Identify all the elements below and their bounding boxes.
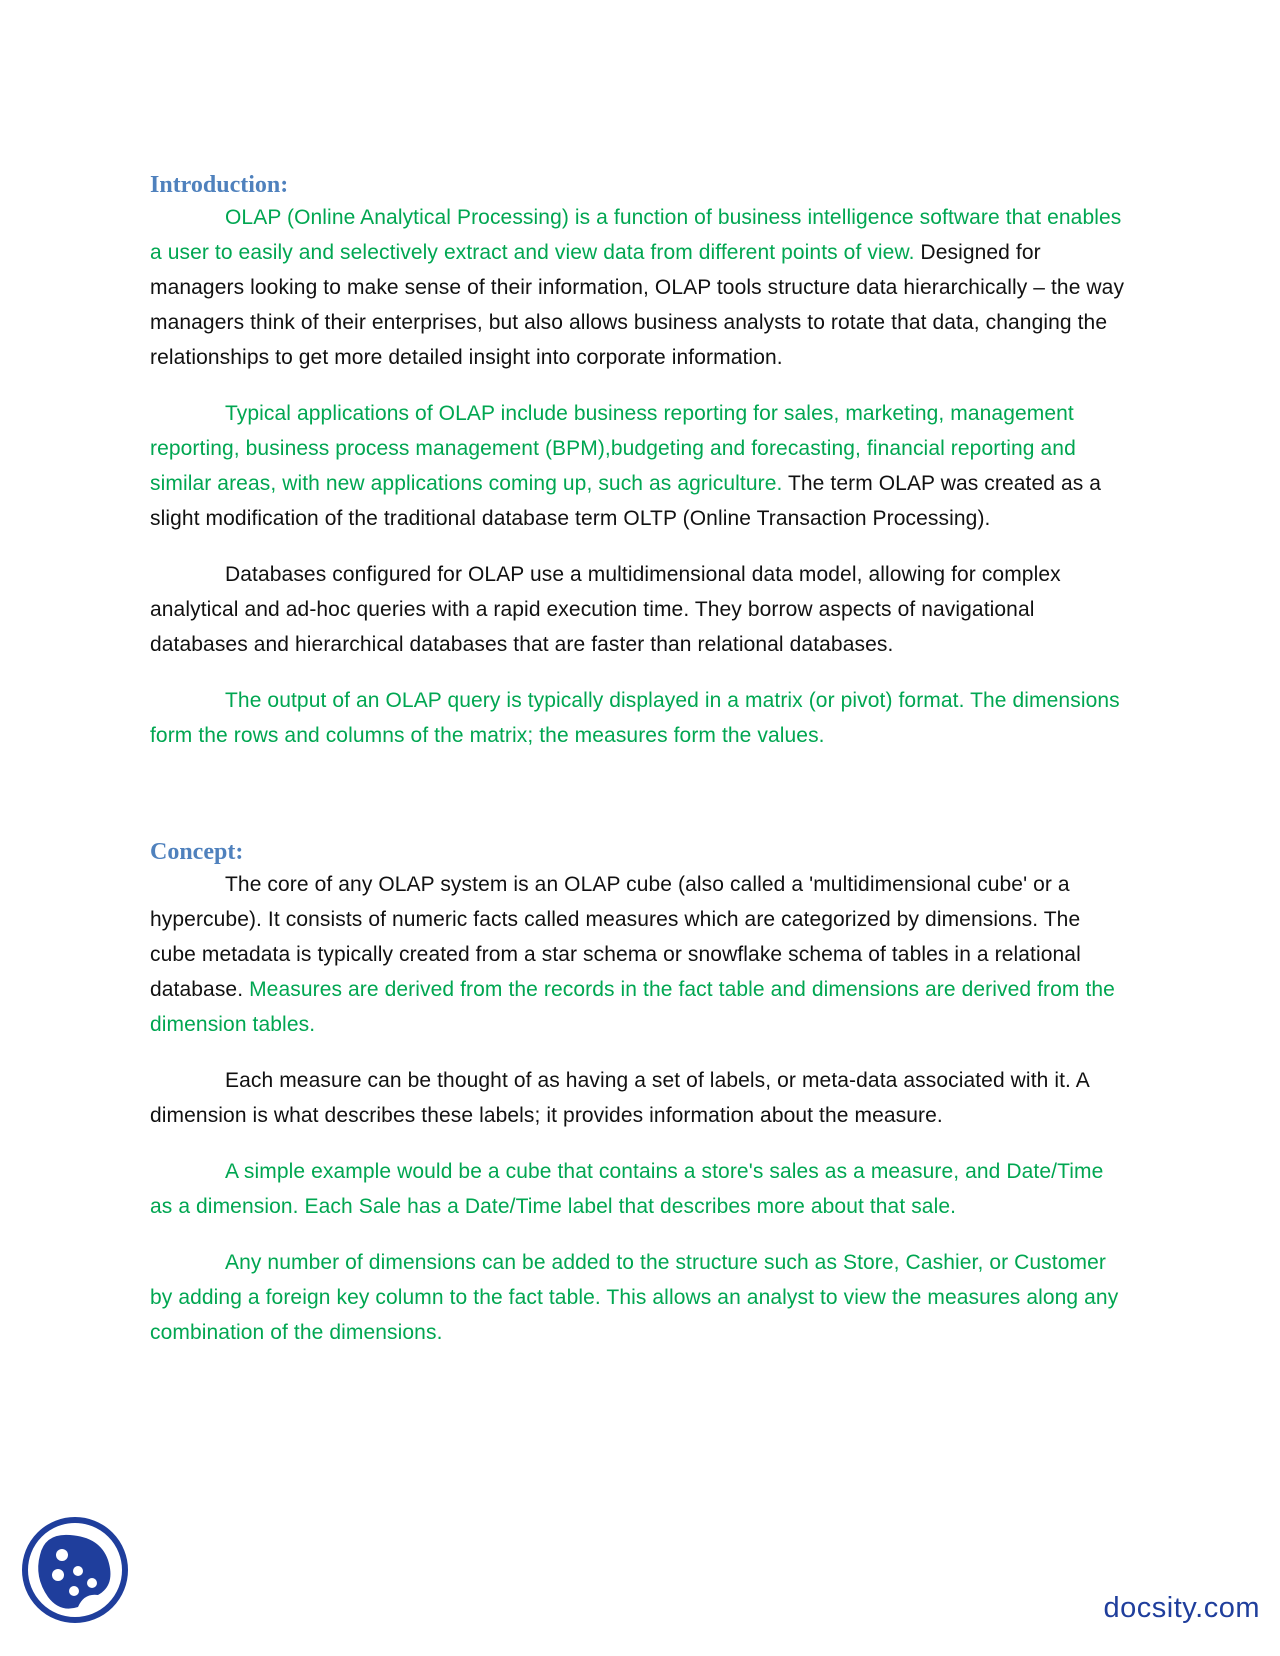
- document-page: [150, 170, 1130, 1371]
- text-run: The output of an OLAP query is typically displayed in a matrix (or pivot) format. The dimensions form the rows and columns of the matrix; the measures form the values.: [150, 689, 1120, 747]
- paragraph: [150, 1063, 1130, 1133]
- text-run: OLAP (Online Analytical Processing) is a function of business intelligence software that enables a user to easily and selectively extract and view data from different points of view.: [150, 206, 1122, 264]
- text-run: Any number of dimensions can be added to the structure such as Store, Cashier, or Customer by adding a foreign key column to the fact table. This allows an analyst to view the measures along any combination of the dimensions.: [150, 1251, 1119, 1344]
- text-run: The term OLAP was created as a slight modification of the traditional database term OLTP (Online Transaction Processing).: [150, 472, 1102, 530]
- paragraph: [150, 683, 1130, 753]
- text-run: Each measure can be thought of as having a set of labels, or meta-data associated with it. A dimension is what describes these labels; it provides information about the measure.: [150, 1069, 1089, 1127]
- section-heading: Concept:: [150, 839, 244, 865]
- paragraph: [150, 1154, 1130, 1224]
- text-run: The core of any OLAP system is an OLAP cube (also called a 'multidimensional cube' or a hypercube). It consists of numeric facts called measures which are categorized by dimensions. The cube metadata is typically created from a star schema or snowflake schema of tables in a relational database.: [150, 873, 1081, 1001]
- paragraph: [150, 867, 1130, 1042]
- paragraph: [150, 1245, 1130, 1350]
- paragraph: [150, 396, 1130, 536]
- section-spacer: [150, 774, 1130, 837]
- text-run: A simple example would be a cube that contains a store's sales as a measure, and Date/Time as a dimension. Each Sale has a Date/Time label that describes more about that sale.: [150, 1160, 1104, 1218]
- text-run: Databases configured for OLAP use a multidimensional data model, allowing for complex analytical and ad-hoc queries with a rapid execution time. They borrow aspects of navigational databases and hierarchical databases that are faster than relational databases.: [150, 563, 1061, 656]
- docsity-brand-link[interactable]: docsity.com: [1103, 1592, 1260, 1624]
- text-run: Designed for managers looking to make sense of their information, OLAP tools structure data hierarchically – the way managers think of their enterprises, but also allows business analysts to rotate that data, changing the relationships to get more detailed insight into corporate information.: [150, 241, 1125, 369]
- paragraph: [150, 557, 1130, 662]
- section-concept: [150, 837, 1130, 1350]
- section-heading: Introduction:: [150, 172, 289, 198]
- text-run: Typical applications of OLAP include business reporting for sales, marketing, management reporting, business process management (BPM),budgeting and forecasting, financial reporting and similar areas, with new applications coming up, such as agriculture.: [150, 402, 1076, 495]
- section-introduction: [150, 170, 1130, 753]
- paragraph: [150, 200, 1130, 375]
- text-run: Measures are derived from the records in the fact table and dimensions are derived from the dimension tables.: [150, 978, 1115, 1036]
- docsity-logo-icon[interactable]: [20, 1515, 130, 1625]
